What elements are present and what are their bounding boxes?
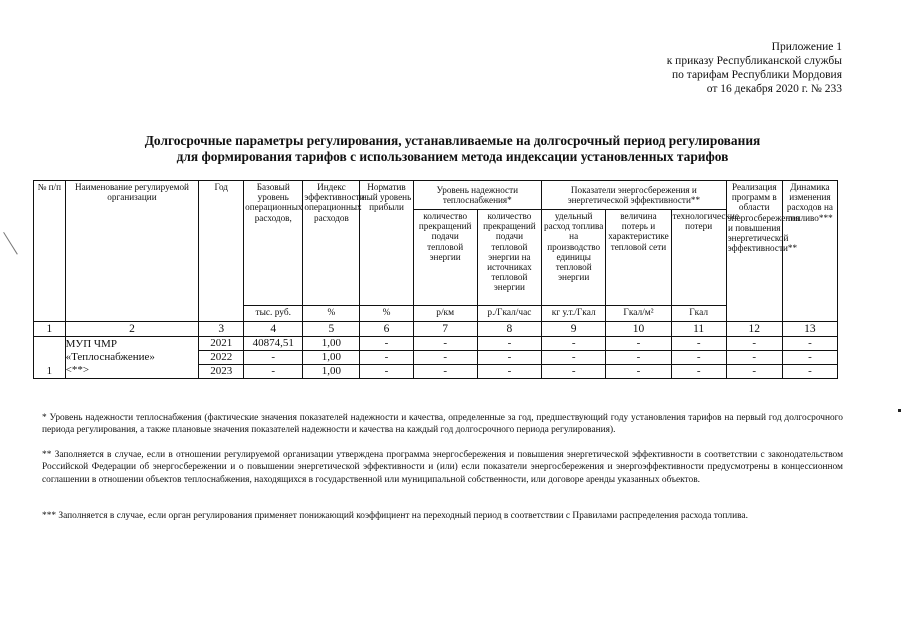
header-energy-sub3: технологические потери xyxy=(671,210,726,306)
appendix-header xyxy=(667,40,842,96)
cell-dynamics: - xyxy=(782,351,837,365)
title-line-2: для формирования тарифов с использованием метода индексации установленных тарифов xyxy=(176,149,729,164)
unit-index: % xyxy=(303,306,360,322)
cell-profit: - xyxy=(360,337,413,351)
title-line-1: Долгосрочные параметры регулирования, устанавливаемые на долгосрочный период регулирования xyxy=(144,133,761,148)
footnote-1: * Уровень надежности теплоснабжения (фактические значения показателей надежности и качества, определенные за год, предшествующий году установления тарифов на первый год долгосрочного периода регулирования, а также плановые значения показателей надежности и качества на каждый год долгосрочного периода регулирования). xyxy=(42,413,843,436)
cell-reliability-2: - xyxy=(477,337,541,351)
table-row xyxy=(34,337,838,351)
col-number: 9 xyxy=(542,322,606,337)
col-number: 5 xyxy=(303,322,360,337)
appendix-line-3: по тарифам Республики Мордовия xyxy=(672,69,842,81)
header-org: Наименование регулируемой организации xyxy=(65,181,199,322)
cell-programs: - xyxy=(726,351,782,365)
column-numbers-row xyxy=(34,322,838,337)
cell-programs: - xyxy=(726,365,782,379)
col-number: 7 xyxy=(413,322,477,337)
cell-energy-1: - xyxy=(542,365,606,379)
footnote-2: ** Заполняется в случае, если в отношении регулируемой организации утверждена программа энергосбережения и повышения энергетической эффективности в соответствии с законодательством Российской Федерации об энергосбережении и о повышении энергетической эффективности и (или) если показатели энергосбережения и энергоэффективности предусмотрены в концессионном соглашении в отношении объектов теплоснабжения, находящихся в государственной или муниципальной собственности, или договоре аренды указанных объектов. xyxy=(42,450,843,485)
cell-base: - xyxy=(244,351,303,365)
cell-index: 1,00 xyxy=(303,351,360,365)
appendix-line-4: от 16 декабря 2020 г. № 233 xyxy=(706,83,842,95)
cell-energy-1: - xyxy=(542,337,606,351)
document-title xyxy=(0,133,905,165)
cell-reliability-1: - xyxy=(413,351,477,365)
header-num: № п/п xyxy=(34,181,66,322)
cell-reliability-2: - xyxy=(477,365,541,379)
cell-reliability-1: - xyxy=(413,365,477,379)
footnote-3: *** Заполняется в случае, если орган регулирования применяет понижающий коэффициент на переходный период в соответствии с Правилами распределения расхода топлива. xyxy=(42,511,748,521)
cell-dynamics: - xyxy=(782,337,837,351)
col-number: 11 xyxy=(671,322,726,337)
header-year: Год xyxy=(199,181,244,322)
header-base: Базовый уровень операционных расходов, xyxy=(244,181,303,306)
unit-energy-3: Гкал xyxy=(671,306,726,322)
header-dynamics: Динамика изменения расходов на топливо*** xyxy=(782,181,837,322)
appendix-line-1: Приложение 1 xyxy=(771,41,842,53)
org-name-line-1: МУП ЧМР xyxy=(65,338,117,350)
header-energy: Показатели энергосбережения и энергетической эффективности** xyxy=(542,181,727,210)
org-name-line-3: <**> xyxy=(65,364,90,376)
cell-profit: - xyxy=(360,351,413,365)
cell-energy-2: - xyxy=(606,351,671,365)
org-name-line-2: «Теплоснабжение» xyxy=(65,351,155,363)
cell-reliability-1: - xyxy=(413,337,477,351)
cell-energy-2: - xyxy=(606,337,671,351)
header-reliability: Уровень надежности теплоснабжения* xyxy=(413,181,542,210)
org-name xyxy=(65,337,199,379)
appendix-line-2: к приказу Республиканской службы xyxy=(666,55,842,67)
unit-reliability-1: р/км xyxy=(413,306,477,322)
cell-programs: - xyxy=(726,337,782,351)
unit-profit: % xyxy=(360,306,413,322)
header-reliability-sub2: количество прекращений подачи тепловой энергии на источниках тепловой энергии xyxy=(477,210,541,306)
unit-reliability-2: р./Гкал/час xyxy=(477,306,541,322)
cell-year: 2021 xyxy=(199,337,244,351)
header-reliability-sub1: количество прекращений подачи тепловой энергии xyxy=(413,210,477,306)
col-number: 4 xyxy=(244,322,303,337)
cell-energy-2: - xyxy=(606,365,671,379)
cell-base: - xyxy=(244,365,303,379)
cell-year: 2023 xyxy=(199,365,244,379)
org-num: 1 xyxy=(34,337,66,379)
scan-artifact-dot xyxy=(898,409,901,412)
scan-artifact-line xyxy=(3,232,18,255)
unit-energy-2: Гкал/м² xyxy=(606,306,671,322)
col-number: 1 xyxy=(34,322,66,337)
col-number: 3 xyxy=(199,322,244,337)
col-number: 10 xyxy=(606,322,671,337)
unit-energy-1: кг у.т./Гкал xyxy=(542,306,606,322)
cell-energy-1: - xyxy=(542,351,606,365)
cell-energy-3: - xyxy=(671,365,726,379)
header-index: Индекс эффективности операционных расходов xyxy=(303,181,360,306)
cell-energy-3: - xyxy=(671,351,726,365)
header-programs: Реализация программ в области энергосбережения и повышения энергетической эффективности** xyxy=(726,181,782,322)
parameters-table xyxy=(33,180,838,379)
cell-year: 2022 xyxy=(199,351,244,365)
unit-base: тыс. руб. xyxy=(244,306,303,322)
cell-index: 1,00 xyxy=(303,365,360,379)
header-energy-sub1: удельный расход топлива на производство единицы тепловой энергии xyxy=(542,210,606,306)
cell-energy-3: - xyxy=(671,337,726,351)
col-number: 6 xyxy=(360,322,413,337)
cell-profit: - xyxy=(360,365,413,379)
col-number: 13 xyxy=(782,322,837,337)
cell-base: 40874,51 xyxy=(244,337,303,351)
cell-reliability-2: - xyxy=(477,351,541,365)
col-number: 8 xyxy=(477,322,541,337)
header-energy-sub2: величина потерь и характеристике тепловой сети xyxy=(606,210,671,306)
cell-dynamics: - xyxy=(782,365,837,379)
cell-index: 1,00 xyxy=(303,337,360,351)
col-number: 2 xyxy=(65,322,199,337)
col-number: 12 xyxy=(726,322,782,337)
header-profit: Норматив ный уровень прибыли xyxy=(360,181,413,306)
